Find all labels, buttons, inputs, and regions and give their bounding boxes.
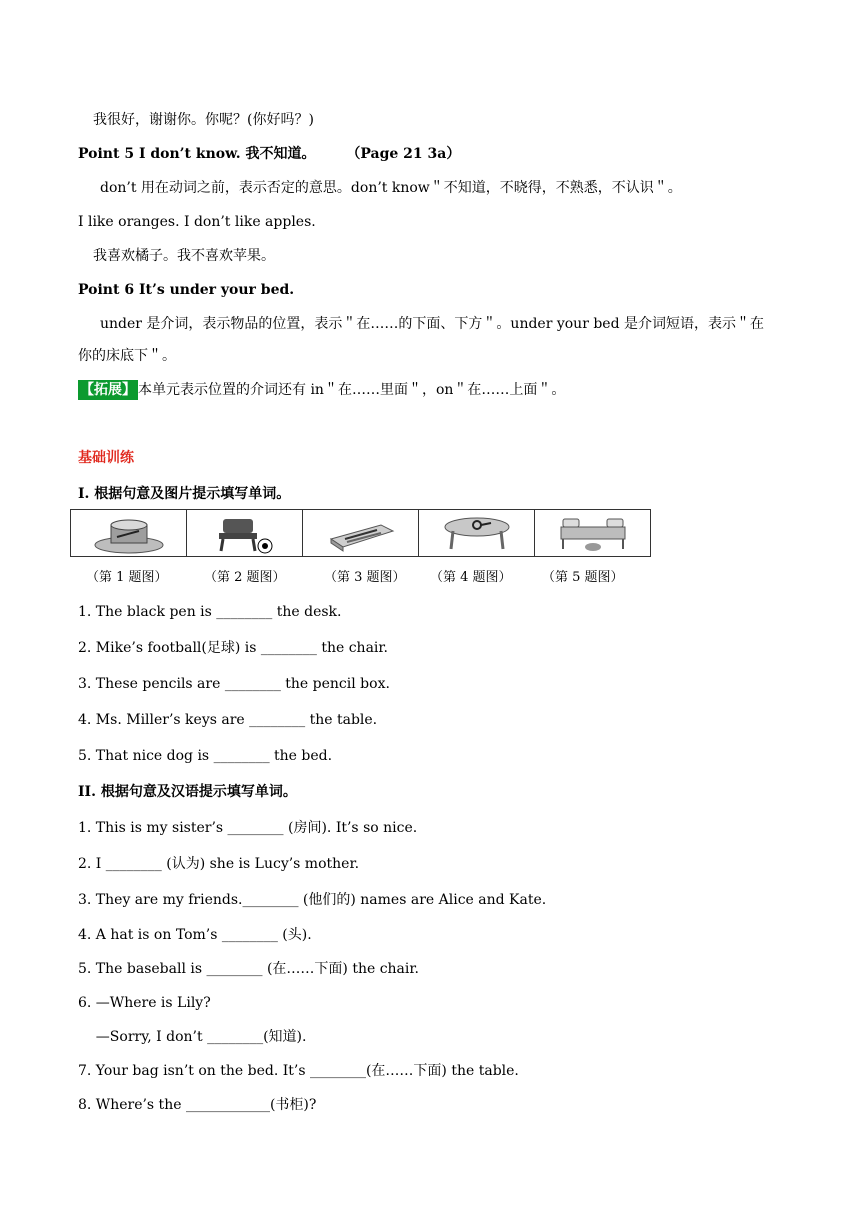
point6-description: under 是介词，表示物品的位置，表示＂在……的下面、下方＂。under your bed 是介词短语，表示＂在 [100, 316, 764, 332]
picture-cell-4 [419, 510, 535, 557]
question-item: 6. —Where is Lily? [78, 995, 211, 1011]
extension-tag: 【拓展】 [80, 382, 136, 398]
desk-pen-icon [89, 511, 169, 555]
point6-description-cont: 你的床底下＂。 [78, 348, 176, 364]
text-line: 我很好，谢谢你。你呢？(你好吗？) [93, 112, 314, 128]
answer-line: —Sorry, I don’t ________(知道). [78, 1029, 307, 1045]
part2-heading: II. 根据句意及汉语提示填写单词。 [78, 784, 297, 800]
question-item: 5. That nice dog is ________ the bed. [78, 748, 333, 764]
question-item: 7. Your bag isn’t on the bed. It’s ________(在……下面) the table. [78, 1063, 519, 1079]
question-item: 2. Mike’s football(足球) is ________ the chair. [78, 640, 389, 656]
point5-description: don’t 用在动词之前，表示否定的意思。don’t know＂不知道，不晓得，不熟悉，不认识＂。 [100, 180, 682, 196]
picture-cell-5 [535, 510, 651, 557]
question-item: 5. The baseball is ________ (在……下面) the chair. [78, 961, 419, 977]
table-keys-icon [437, 511, 517, 555]
question-item: 8. Where’s the ____________(书柜)? [78, 1097, 317, 1113]
question-item: 4. A hat is on Tom’s ________ (头). [78, 927, 312, 943]
bed-dog-icon [553, 511, 633, 555]
picture-caption-2: （第 2 题图） [204, 570, 286, 585]
question-item: 4. Ms. Miller’s keys are ________ the table. [78, 712, 378, 728]
pencil-box-icon [321, 511, 401, 555]
picture-cell-2 [187, 510, 303, 557]
chair-football-icon [205, 511, 285, 555]
picture-caption-3: （第 3 题图） [324, 570, 406, 585]
point5-page-ref: （Page 21 3a） [346, 146, 461, 162]
picture-caption-4: （第 4 题图） [430, 570, 512, 585]
point5-title [78, 144, 460, 164]
question-item: 3. These pencils are ________ the pencil box. [78, 676, 390, 692]
point6-title: Point 6 It’s under your bed. [78, 282, 295, 298]
example-translation: 我喜欢橘子。我不喜欢苹果。 [93, 248, 275, 264]
picture-cell-3 [303, 510, 419, 557]
question-item: 2. I ________ (认为) she is Lucy’s mother. [78, 856, 360, 872]
question-item: 3. They are my friends.________ (他们的) names are Alice and Kate. [78, 892, 547, 908]
picture-caption-5: （第 5 题图） [542, 570, 624, 585]
picture-caption-1: （第 1 题图） [86, 570, 168, 585]
part1-heading: I. 根据句意及图片提示填写单词。 [78, 486, 291, 502]
point5-heading: Point 5 I don’t know. 我不知道。 [78, 146, 316, 162]
extension-note [78, 380, 565, 400]
picture-cell-1 [71, 510, 187, 557]
section-title: 基础训练 [78, 450, 134, 466]
question-item: 1. The black pen is ________ the desk. [78, 604, 342, 620]
example-sentence: I like oranges. I don’t like apples. [78, 214, 316, 230]
picture-table [70, 509, 651, 557]
question-item: 1. This is my sister’s ________ (房间). It’s so nice. [78, 820, 418, 836]
extension-text: 本单元表示位置的介词还有 in＂在……里面＂，on＂在……上面＂。 [138, 382, 566, 398]
